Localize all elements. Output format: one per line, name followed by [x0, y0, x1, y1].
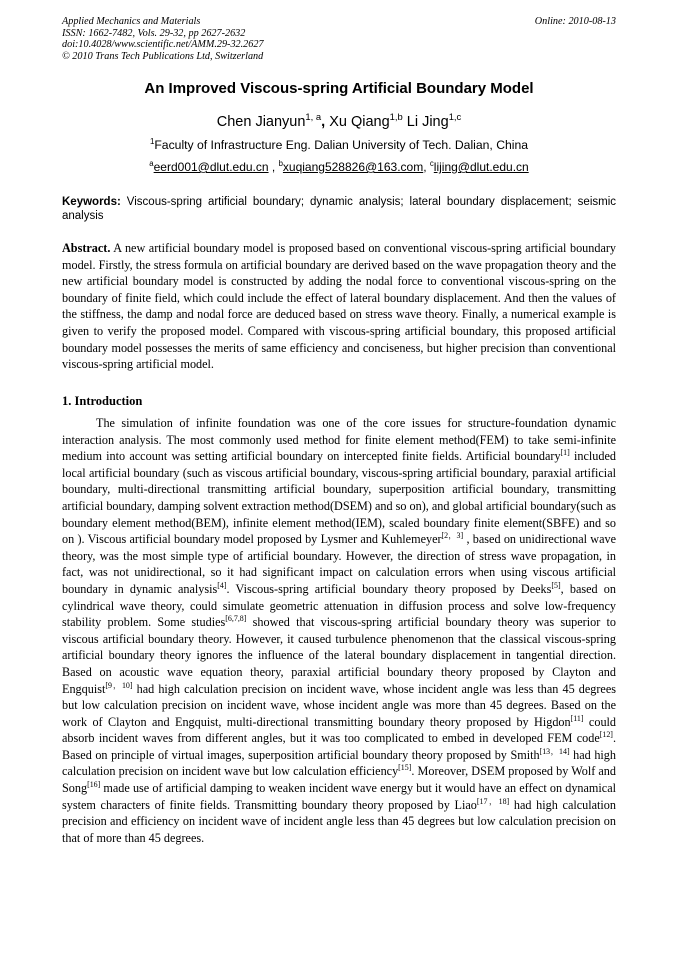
intro-text: . Moreover, DSEM proposed by Wolf and Song: [62, 764, 616, 796]
email-link[interactable]: xuqiang528826@163.com: [282, 160, 424, 174]
intro-text: The simulation of infinite foundation was one of the core issues for structure-foundation dynamic interaction analysis. The most commonly used method for finite element method(FEM) to take semi-infinite medium into account was setting artificial boundary on intercepted finite fields. Artificial boundary: [62, 416, 616, 464]
keywords-label: Keywords:: [62, 196, 121, 208]
keywords: [62, 196, 616, 223]
intro-text: included local artificial boundary (such as viscous artificial boundary, viscous-spring artificial boundary, paraxial artificial boundary, multi-directional transmitting artificial boundary, superposition artificial boundary, transmitting artificial boundary, damping solvent extraction method(DSEM) and so on), and global artificial boundary(such as boundary element method(BEM), infinite element method(IEM), scaled boundary finite element(SBFE) and so on ). Viscous artificial boundary model proposed by Lysmer and Kuhlemeyer: [62, 449, 616, 547]
citation-ref[interactable]: [6,7,8]: [225, 614, 247, 624]
citation-ref[interactable]: [1]: [560, 448, 570, 458]
journal-name: Applied Mechanics and Materials: [62, 16, 201, 27]
citation-ref[interactable]: [9，10]: [105, 680, 133, 690]
citation-ref[interactable]: [2，3]: [441, 531, 464, 541]
email-link[interactable]: lijing@dlut.edu.cn: [433, 160, 529, 174]
citation-ref[interactable]: [5]: [551, 580, 561, 590]
introduction-paragraph: [62, 415, 616, 846]
citation-ref[interactable]: [4]: [217, 580, 227, 590]
intro-text: had high calculation precision on incident wave but low calculation efficiency: [62, 747, 616, 779]
doi-line: doi:10.4028/www.scientific.net/AMM.29-32.2627: [62, 39, 264, 51]
author: Li Jing$^{1,c}$: [406, 111, 462, 130]
citation-ref[interactable]: [16]: [87, 780, 101, 789]
abstract-text: A new artificial boundary model is proposed based on conventional viscous-spring artificial boundary model. Firstly, the stress formula on artificial boundary are derived based on the wave propagation theory and the new artificial boundary model is constructed by adding the nodal force to conventional viscous-spring on the boundary of finite field, which could include the effect of lateral boundary displacement. And then the values of the stiffness, the damp and nodal force are deduced based on stress wave theory. Finally, a numerical example is given to verify the proposed model. Compared with viscous-spring artificial boundary, this proposed artificial boundary model possesses the merits of same efficiency and conciseness, but higher precision than conventional viscous-spring artificial model.: [62, 241, 617, 372]
intro-text: . Based on principle of virtual images, superposition artificial boundary theory proposed by Smith: [62, 731, 616, 762]
author-list: [62, 111, 616, 130]
author: Chen Jianyun$^{1, a}$,: [216, 111, 330, 130]
affiliation: $^1$Faculty of Infrastructure Eng. Dalian University of Tech. Dalian, China: [149, 136, 529, 152]
intro-text: had high calculation precision on incident wave, whose incident angle was less than 45 degrees but low calculation precision on incident wave, whose incident angle was more than 45 degrees. Based on the work of Clayton and Engquist, multi-directional transmitting boundary theory proposed by Higdon: [62, 681, 616, 729]
email-link[interactable]: eerd001@dlut.edu.cn: [153, 160, 269, 174]
citation-ref[interactable]: [17，18]: [476, 796, 510, 806]
paper-title: An Improved Viscous-spring Artificial Boundary Model: [144, 80, 534, 97]
citation-ref[interactable]: [15]: [398, 763, 412, 773]
journal-header: [62, 16, 616, 62]
intro-text: made use of artificial damping to weaken incident wave energy but it would have an effect on dynamical system characters of finite fields. Transmitting boundary theory proposed by Liao: [62, 781, 616, 812]
email-list: $^a$eerd001@dlut.edu.cn , $^b$xuqiang528826@163.com, $^c$lijing@dlut.edu.cn: [149, 159, 529, 174]
citation-ref[interactable]: [12]: [599, 730, 613, 740]
keywords-text: Viscous-spring artificial boundary; dynamic analysis; lateral boundary displacement; seismic analysis: [62, 196, 617, 222]
intro-text: showed that viscous-spring artificial boundary theory was superior to viscous artificial boundary theory. However, it caused turbulence phenomenon that the classical viscous-spring artificial boundary theory ignores the influence of the lateral boundary displacement in tangential direction. Based on acoustic wave equation theory, paraxial artificial boundary theory proposed by Clayton and Engquist: [62, 615, 616, 696]
citation-ref[interactable]: [11]: [570, 713, 584, 723]
intro-text: , based on unidirectional wave theory, was the most simple type of artificial boundary. However, the direction of stress wave propagation, in fact, was not unidirectional, so it had significant impact on calculation errors when using viscous artificial boundary in dynamic analysis: [62, 532, 616, 596]
abstract-label: Abstract.: [62, 241, 111, 255]
intro-text: had high calculation precision and efficiency on incident wave of incident angle less than 45 degrees but low calculation precision on that of more than 45 degrees.: [62, 797, 616, 845]
abstract: [62, 240, 616, 373]
online-date: Online: 2010-08-13: [534, 16, 616, 27]
intro-text: could absorb incident waves from different angles, but it was too complicated to embed in developed FEM code: [62, 714, 617, 746]
section-heading: 1. Introduction: [62, 394, 143, 408]
intro-text: . Viscous-spring artificial boundary theory proposed by Deeks: [226, 581, 552, 596]
citation-ref[interactable]: [13，14]: [539, 746, 570, 756]
copyright-line: © 2010 Trans Tech Publications Ltd, Switzerland: [62, 50, 264, 62]
issn-line: ISSN: 1662-7482, Vols. 29-32, pp 2627-2632: [62, 27, 246, 39]
author: Xu Qiang$^{1,b}$: [329, 111, 403, 130]
intro-text: , based on cylindrical wave theory, could simulate geometric attenuation in diffusion process and solve low-frequency stability problem. Some studies: [62, 581, 616, 630]
